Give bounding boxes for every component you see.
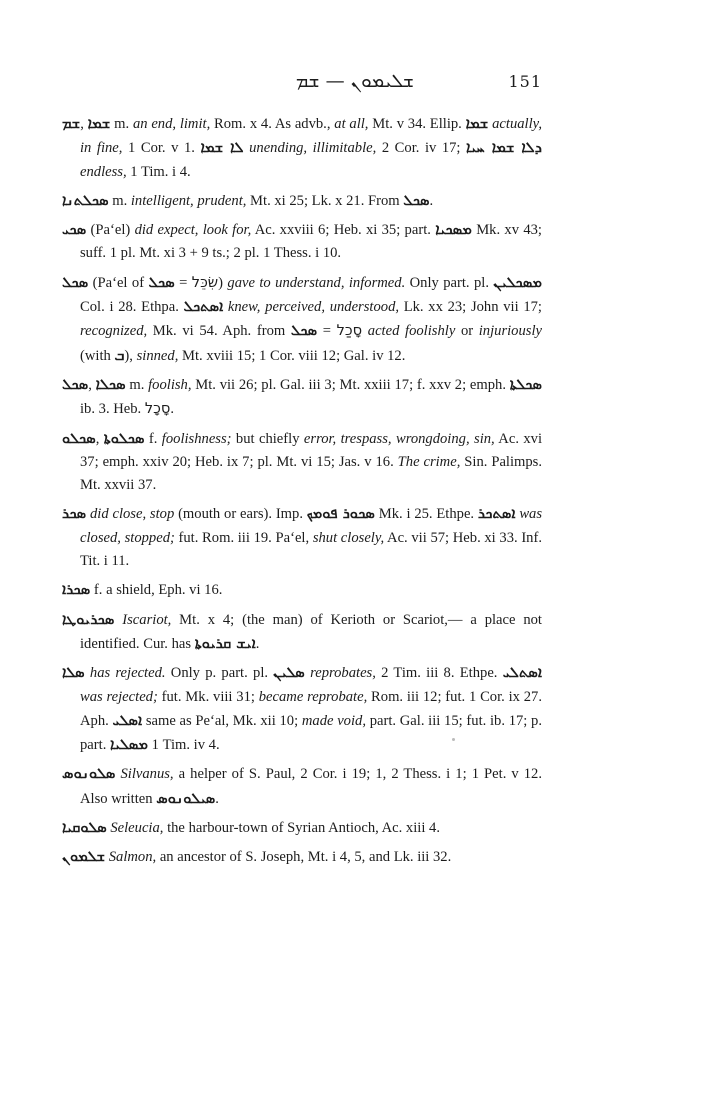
entry-text: a helper of S. Paul, 2 Cor. i 19; 1, 2 Thess. i 1; 1 Pet. v 12. Also written xyxy=(80,766,542,807)
syriac-word: ܣܟܝ xyxy=(62,221,87,239)
entry-text: (with xyxy=(80,347,115,364)
syriac-word: ܡܣܠܝܐ xyxy=(110,736,148,754)
entry-text: = xyxy=(174,274,192,291)
gloss-italic: Salmon, xyxy=(108,849,157,866)
gloss-italic: an end, limit, xyxy=(132,116,211,132)
entry-text: Mt. v 34. Ellip. xyxy=(368,116,466,132)
syriac-word: ܣܟܠܬܢܐ xyxy=(62,191,109,209)
syriac-word: ܣܟܠܘܬܐ xyxy=(103,429,145,447)
dictionary-entry xyxy=(62,608,542,657)
running-head: ܫܠܝܡܘܢ — ܫܡ xyxy=(295,70,415,92)
syriac-word: ܣܟܠܐ xyxy=(95,375,126,393)
gloss-italic: was rejected; xyxy=(80,688,158,705)
gloss-italic: shut closely, xyxy=(312,529,385,546)
hebrew-word: שִׂכֵּל xyxy=(191,273,219,291)
entry-text: 1 Tim. i 4. xyxy=(126,163,191,180)
entry-text: Mk. vi 54. Aph. from xyxy=(147,323,291,340)
dictionary-entry xyxy=(62,271,542,368)
syriac-word: ܣܟܠܬܐ xyxy=(509,375,542,393)
entry-text: . xyxy=(429,192,434,209)
gloss-italic: was closed, stopped; xyxy=(80,506,543,546)
syriac-word: ܕܠܐ ܫܡܐ ܚܝܐ xyxy=(466,139,542,157)
entry-text: or xyxy=(455,323,479,340)
entry-text: , xyxy=(80,116,88,132)
entry-text: = xyxy=(317,323,337,340)
entry-text: fut. Mk. viii 31; xyxy=(157,688,259,705)
gloss-italic: recognized, xyxy=(80,323,148,340)
entry-text: Sin. Palimps. Mt. xxvii 37. xyxy=(80,453,543,494)
gloss-italic: unending, illimitable, xyxy=(249,140,377,157)
entry-text: the harbour-town of Syrian Antioch, Ac. xiii 4. xyxy=(163,820,440,837)
syriac-word: ܠܐ ܫܡܐ xyxy=(200,139,244,157)
gloss-italic: injuriously xyxy=(478,323,542,340)
gloss-italic: reprobates, xyxy=(310,665,376,682)
entry-text: fut. Rom. iii 19. Pa‘el, xyxy=(174,529,313,546)
entry-text: ib. 3. Heb. xyxy=(80,401,145,418)
gloss-italic: at all, xyxy=(334,116,369,132)
syriac-word: ܣܠܐ xyxy=(62,664,85,682)
hebrew-word: סָכָל xyxy=(144,400,171,418)
gloss-italic: Seleucia, xyxy=(110,820,164,837)
entry-text: . xyxy=(170,401,174,418)
syriac-word: ܣܟܪܝܘܛܐ xyxy=(62,610,115,628)
dictionary-entry xyxy=(62,578,542,602)
gloss-italic: The crime, xyxy=(397,453,461,470)
entry-text: m. xyxy=(125,376,149,393)
syriac-word: ܐܣܬܠܝ xyxy=(502,664,543,682)
gloss-italic: intelligent, prudent, xyxy=(130,192,247,209)
entry-text: ), xyxy=(124,347,137,364)
entry-text: . xyxy=(215,790,219,807)
entry-text: (Pa‘el of xyxy=(88,274,149,291)
entry-text: Lk. xx 23; John vii 17; xyxy=(399,299,542,316)
entry-text: an ancestor of S. Joseph, Mt. i 4, 5, and Lk. iii 32. xyxy=(156,849,452,866)
dictionary-entry xyxy=(62,112,542,184)
syriac-word: ܣܠܘܢܘܣ xyxy=(62,765,116,783)
entry-text: Ac. xxviii 6; Heb. xi 35; part. xyxy=(251,222,436,239)
gloss-italic: made void, xyxy=(301,712,366,729)
gloss-italic: did expect, look for, xyxy=(134,222,252,239)
syriac-word: ܣܟܪܐ xyxy=(62,581,91,599)
entry-text: , xyxy=(95,430,104,447)
gloss-italic: acted foolishly xyxy=(367,323,456,340)
entry-text: Col. i 28. Ethpa. xyxy=(80,299,184,316)
dictionary-entry xyxy=(62,502,542,573)
entry-text: Mt. xviii 15; 1 Cor. viii 12; Gal. iv 12. xyxy=(178,347,406,364)
syriac-word: ܣܟܠ xyxy=(62,273,89,291)
syriac-word: ܫܡܐ xyxy=(87,115,111,132)
gloss-italic: error, trespass, wrongdoing, sin, xyxy=(303,430,495,447)
entry-text: Rom. x 4. As advb., xyxy=(210,116,335,132)
entry-text: Only p. part. pl. xyxy=(165,665,274,682)
entry-text: f. a shield, Eph. vi 16. xyxy=(90,582,223,599)
syriac-word: ܐܣܠܝ xyxy=(112,711,143,729)
syriac-word: ܡܣܟܠܝܢ xyxy=(493,273,543,291)
gloss-italic: endless, xyxy=(80,163,127,180)
hebrew-word: סָכַל xyxy=(336,322,363,340)
entry-text: ) xyxy=(218,274,228,291)
syriac-word: ܐܣܬܟܪ xyxy=(477,505,516,523)
syriac-word: ܣܟܠ xyxy=(290,322,318,340)
syriac-word: ܣܟܠ xyxy=(403,191,430,209)
syriac-word: ܣܠܘܩܝܐ xyxy=(62,819,107,837)
gloss-italic: gave to understand, informed. xyxy=(227,274,406,291)
entry-text: Rom. iii 12; fut. 1 Cor. ix 27. Aph. xyxy=(80,688,543,729)
entry-text: part. Gal. iii 15; fut. ib. 17; p. part. xyxy=(80,712,543,754)
entry-list xyxy=(62,112,542,875)
dictionary-entry xyxy=(62,373,542,422)
dictionary-entry xyxy=(62,762,542,811)
entry-text: Ac. xvi 37; emph. xxiv 20; Heb. ix 7; pl. Mt. vi 15; Jas. v 16. xyxy=(80,430,543,470)
syriac-word: ܫܡܐ xyxy=(465,115,489,132)
entry-text: 2 Cor. iv 17; xyxy=(376,140,467,157)
entry-text: (mouth or ears). Imp. xyxy=(174,506,307,523)
gloss-italic: sinned, xyxy=(136,347,179,364)
syriac-word: ܣܟܠܘ xyxy=(62,429,96,447)
gloss-italic: foolishness; xyxy=(161,430,232,447)
gloss-italic: has rejected. xyxy=(89,665,166,682)
entry-text: 1 Cor. v 1. xyxy=(122,140,201,157)
entry-text: 1 Tim. iv 4. xyxy=(147,737,220,754)
entry-text: same as Pe‘al, Mk. xii 10; xyxy=(142,712,302,729)
page-number: 151 xyxy=(508,72,542,91)
entry-text: Mt. vii 26; pl. Gal. iii 3; Mt. xxiii 17; f. xxv 2; emph. xyxy=(191,376,510,393)
entry-text: . xyxy=(255,635,260,652)
entry-text: 2 Tim. iii 8. Ethpe. xyxy=(375,665,503,682)
entry-text: Mt. x 4; (the man) of Kerioth or Scariot,— a place not identified. Cur. has xyxy=(80,611,542,652)
gloss-italic: knew, perceived, understood, xyxy=(227,299,400,316)
gloss-italic: Iscariot, xyxy=(122,611,172,628)
gloss-italic: Silvanus, xyxy=(120,766,174,783)
entry-text: f. xyxy=(144,430,162,447)
entry-text: (Pa‘el) xyxy=(86,222,135,239)
entry-text: m. xyxy=(108,192,131,209)
dictionary-entry xyxy=(62,816,542,840)
entry-text: Mt. xi 25; Lk. x 21. From xyxy=(246,192,404,209)
syriac-word: ܒ xyxy=(114,346,125,364)
gloss-italic: became reprobate, xyxy=(258,688,368,705)
gloss-italic: foolish, xyxy=(148,376,192,393)
syriac-word: ܡܣܟܝܐ xyxy=(435,221,472,239)
gloss-italic: did close, stop xyxy=(90,506,175,523)
print-speck xyxy=(452,738,455,741)
entry-text: Mk. i 25. Ethpe. xyxy=(374,506,478,523)
entry-text: Mk. xv 43; suff. 1 pl. Mt. xi 3 + 9 ts.; 2 pl. 1 Thess. i 10. xyxy=(80,222,542,262)
syriac-word: ܣܟܠ xyxy=(62,375,89,393)
syriac-word: ܣܠܝܢ xyxy=(273,664,305,682)
syriac-word: ܐܝܫ ܩܪܝܘܬܐ xyxy=(194,634,256,652)
gloss-italic: actually, in fine, xyxy=(80,116,542,157)
syriac-word: ܫܠܡܘܢ xyxy=(62,848,106,866)
syriac-word: ܐܣܬܟܠ xyxy=(183,298,224,316)
page-header xyxy=(0,70,710,100)
syriac-word: ܫܡ xyxy=(62,115,81,132)
entry-text: Ac. vii 57; Heb. xi 33. Inf. Tit. i 11. xyxy=(80,529,542,570)
entry-text: but chiefly xyxy=(231,430,304,447)
entry-text: Only part. pl. xyxy=(405,274,494,291)
dictionary-entry xyxy=(62,218,542,266)
syriac-word: ܣܟܪ xyxy=(62,505,87,523)
dictionary-entry xyxy=(62,427,542,498)
dictionary-entry xyxy=(62,845,542,869)
entry-text: , xyxy=(88,376,96,393)
dictionary-entry xyxy=(62,189,542,213)
syriac-word: ܣܟܠ xyxy=(148,273,175,291)
syriac-word: ܣܝܠܘܢܘܣ xyxy=(156,789,216,807)
dictionary-entry xyxy=(62,661,542,757)
syriac-word: ܣܟܘܪ ܦܘܡܟ xyxy=(306,505,375,523)
entry-text: m. xyxy=(110,116,133,132)
